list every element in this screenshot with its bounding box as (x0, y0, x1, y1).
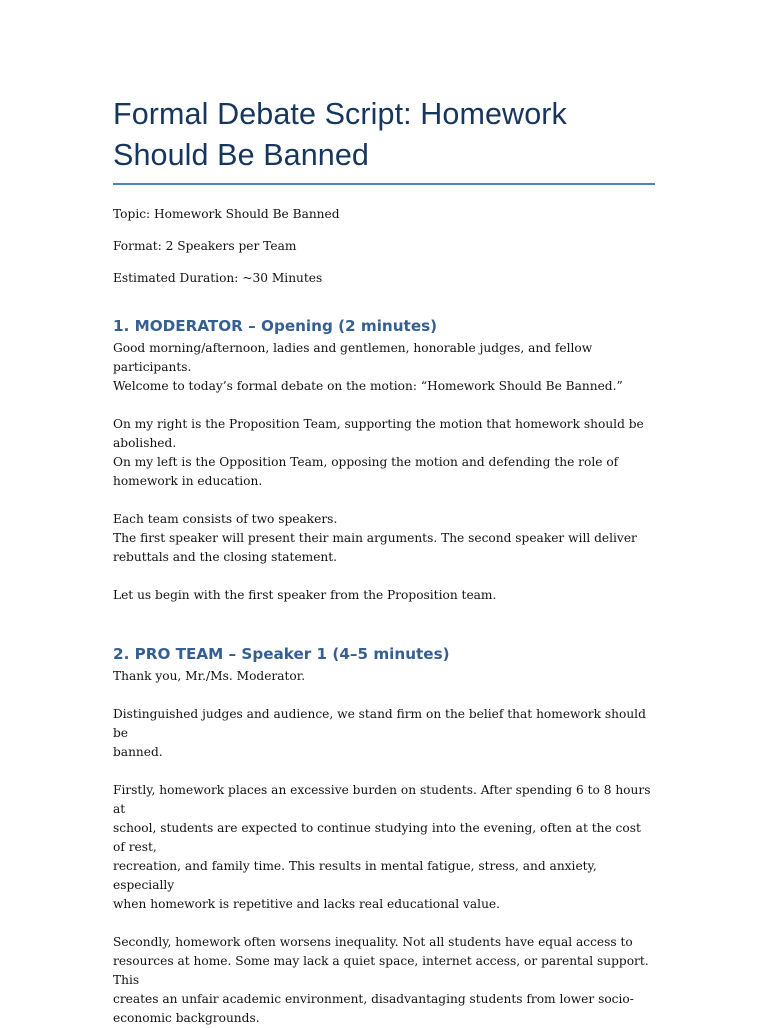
topic-line: Topic: Homework Should Be Banned (113, 207, 340, 221)
title-divider (113, 183, 655, 185)
paragraph: Distinguished judges and audience, we stand firm on the belief that homework should be banned. (113, 707, 646, 759)
paragraph: Secondly, homework often worsens inequality. Not all students have equal access to resources at home. Some may lack a quiet space, internet access, or parental support. This creates an unfair academic environment, disadvantaging students from lower socio- economic backgrounds. (113, 935, 649, 1025)
section-heading: 1. MODERATOR – Opening (2 minutes) (113, 317, 438, 335)
paragraph: Good morning/afternoon, ladies and gentlemen, honorable judges, and fellow participants. Welcome to today’s formal debate on the motion: “Homework Should Be Banned.” (113, 341, 623, 393)
paragraph: On my right is the Proposition Team, supporting the motion that homework should be abolished. On my left is the Opposition Team, opposing the motion and defending the role of homework in education. (113, 417, 644, 488)
paragraph: Firstly, homework places an excessive burden on students. After spending 6 to 8 hours at school, students are expected to continue studying into the evening, often at the cost of rest, recreation, and family time. This results in mental fatigue, stress, and anxiety, especially when homework is repetitive and lacks real educational value. (113, 783, 651, 911)
paragraph: Each team consists of two speakers. The first speaker will present their main arguments. The second speaker will deliver rebuttals and the closing statement. (113, 512, 637, 564)
section-body (113, 339, 655, 605)
document-title: Formal Debate Script: Homework Should Be Banned (113, 97, 567, 172)
document-page (113, 94, 655, 1028)
paragraph: Thank you, Mr./Ms. Moderator. (113, 669, 306, 683)
document-meta (113, 205, 655, 288)
paragraph: Let us begin with the first speaker from the Proposition team. (113, 588, 497, 602)
section-body (113, 667, 655, 1028)
section-moderator-opening (113, 316, 655, 605)
section-pro-speaker-1 (113, 644, 655, 1028)
section-heading: 2. PRO TEAM – Speaker 1 (4–5 minutes) (113, 645, 450, 663)
duration-line: Estimated Duration: ~30 Minutes (113, 271, 323, 285)
format-line: Format: 2 Speakers per Team (113, 239, 297, 253)
